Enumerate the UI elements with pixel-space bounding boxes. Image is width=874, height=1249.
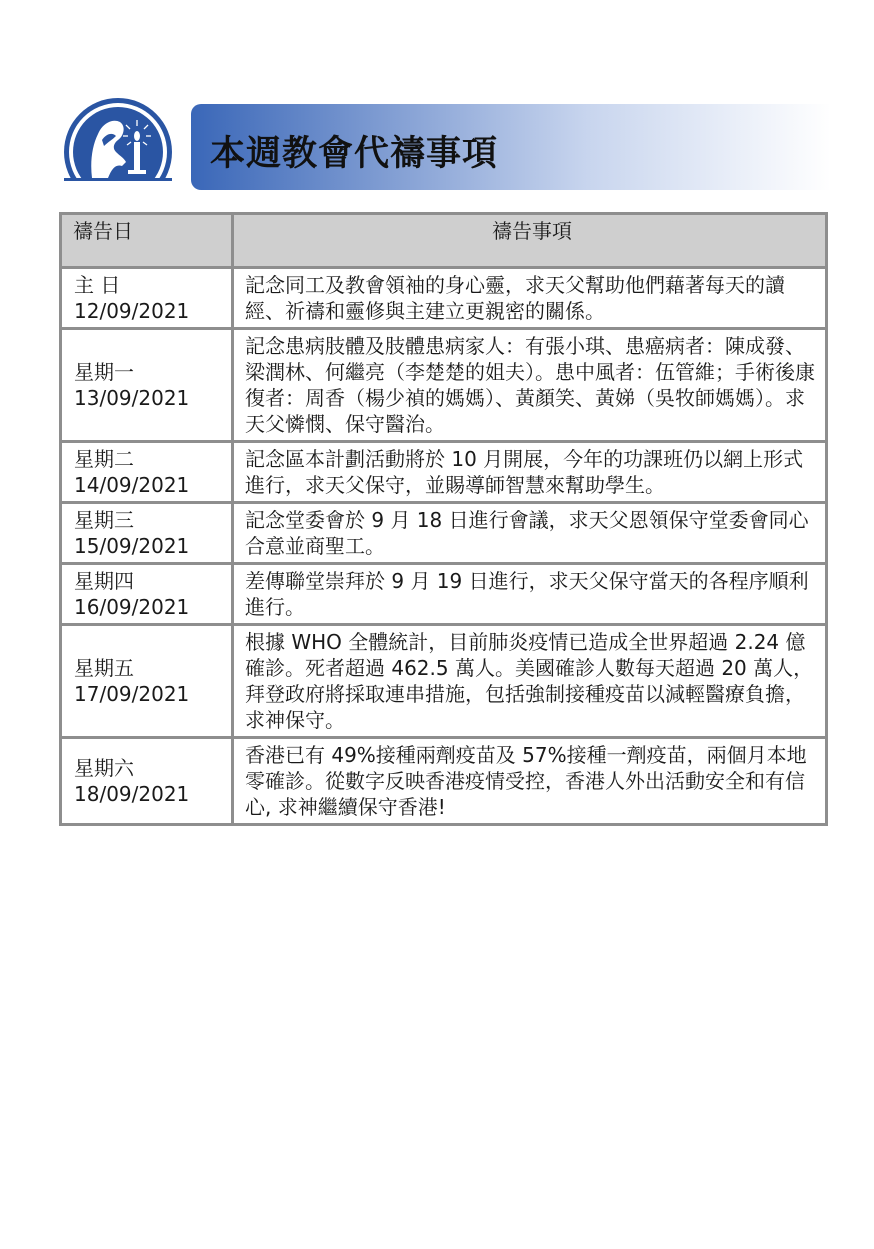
day-date: 17/09/2021 xyxy=(74,682,190,706)
table-row xyxy=(61,442,827,503)
day-name: 星期二 xyxy=(74,447,134,471)
table-row xyxy=(61,503,827,564)
day-cell xyxy=(61,564,233,625)
day-date: 15/09/2021 xyxy=(74,534,190,558)
day-name: 星期六 xyxy=(74,756,134,780)
header-prayer-items: 禱告事項 xyxy=(233,214,827,268)
prayer-text: 記念堂委會於 9 月 18 日進行會議，求天父恩領保守堂委會同心合意並商聖工。 xyxy=(233,503,827,564)
table-row xyxy=(61,564,827,625)
day-date: 14/09/2021 xyxy=(74,473,190,497)
prayer-text: 香港已有 49%接種兩劑疫苗及 57%接種一劑疫苗，兩個月本地零確診。從數字反映香港疫情受控，香港人外出活動安全和有信心, 求神繼續保守香港! xyxy=(233,738,827,825)
day-date: 18/09/2021 xyxy=(74,782,190,806)
page-title: 本週教會代禱事項 xyxy=(210,134,499,174)
day-date: 12/09/2021 xyxy=(74,299,190,323)
prayer-table xyxy=(59,212,828,826)
day-cell xyxy=(61,503,233,564)
day-cell xyxy=(61,268,233,329)
church-logo xyxy=(62,96,174,184)
day-name: 星期一 xyxy=(74,360,134,384)
day-date: 13/09/2021 xyxy=(74,386,190,410)
prayer-text: 記念區本計劃活動將於 10 月開展，今年的功課班仍以網上形式進行，求天父保守，並賜導師智慧來幫助學生。 xyxy=(233,442,827,503)
table-row xyxy=(61,625,827,738)
day-name: 星期三 xyxy=(74,508,134,532)
day-name: 星期五 xyxy=(74,656,134,680)
table-row xyxy=(61,268,827,329)
header-prayer-day: 禱告日 xyxy=(61,214,233,268)
table-row xyxy=(61,738,827,825)
table-row xyxy=(61,329,827,442)
prayer-text: 差傳聯堂崇拜於 9 月 19 日進行，求天父保守當天的各程序順利進行。 xyxy=(233,564,827,625)
day-cell xyxy=(61,738,233,825)
day-cell xyxy=(61,625,233,738)
prayer-text: 根據 WHO 全體統計，目前肺炎疫情已造成全世界超過 2.24 億確診。死者超過 462.5 萬人。美國確診人數每天超過 20 萬人，拜登政府將採取連串措施，包括強制接種疫苗以減輕醫療負擔，求神保守。 xyxy=(233,625,827,738)
prayer-text: 記念患病肢體及肢體患病家人：有張小琪、患癌病者：陳成發、梁潤林、何繼亮（李楚楚的姐夫）。患中風者：伍管維；手術後康復者：周香（楊少禎的媽媽）、黃顏笑、黃娣（吳牧師媽媽）。求天父憐憫、保守醫治。 xyxy=(233,329,827,442)
day-name: 星期四 xyxy=(74,569,134,593)
day-cell xyxy=(61,329,233,442)
day-date: 16/09/2021 xyxy=(74,595,190,619)
prayer-text: 記念同工及教會領袖的身心靈，求天父幫助他們藉著每天的讀經、祈禱和靈修與主建立更親密的關係。 xyxy=(233,268,827,329)
table-header-row xyxy=(61,214,827,268)
day-name: 主 日 xyxy=(74,273,121,297)
day-cell xyxy=(61,442,233,503)
